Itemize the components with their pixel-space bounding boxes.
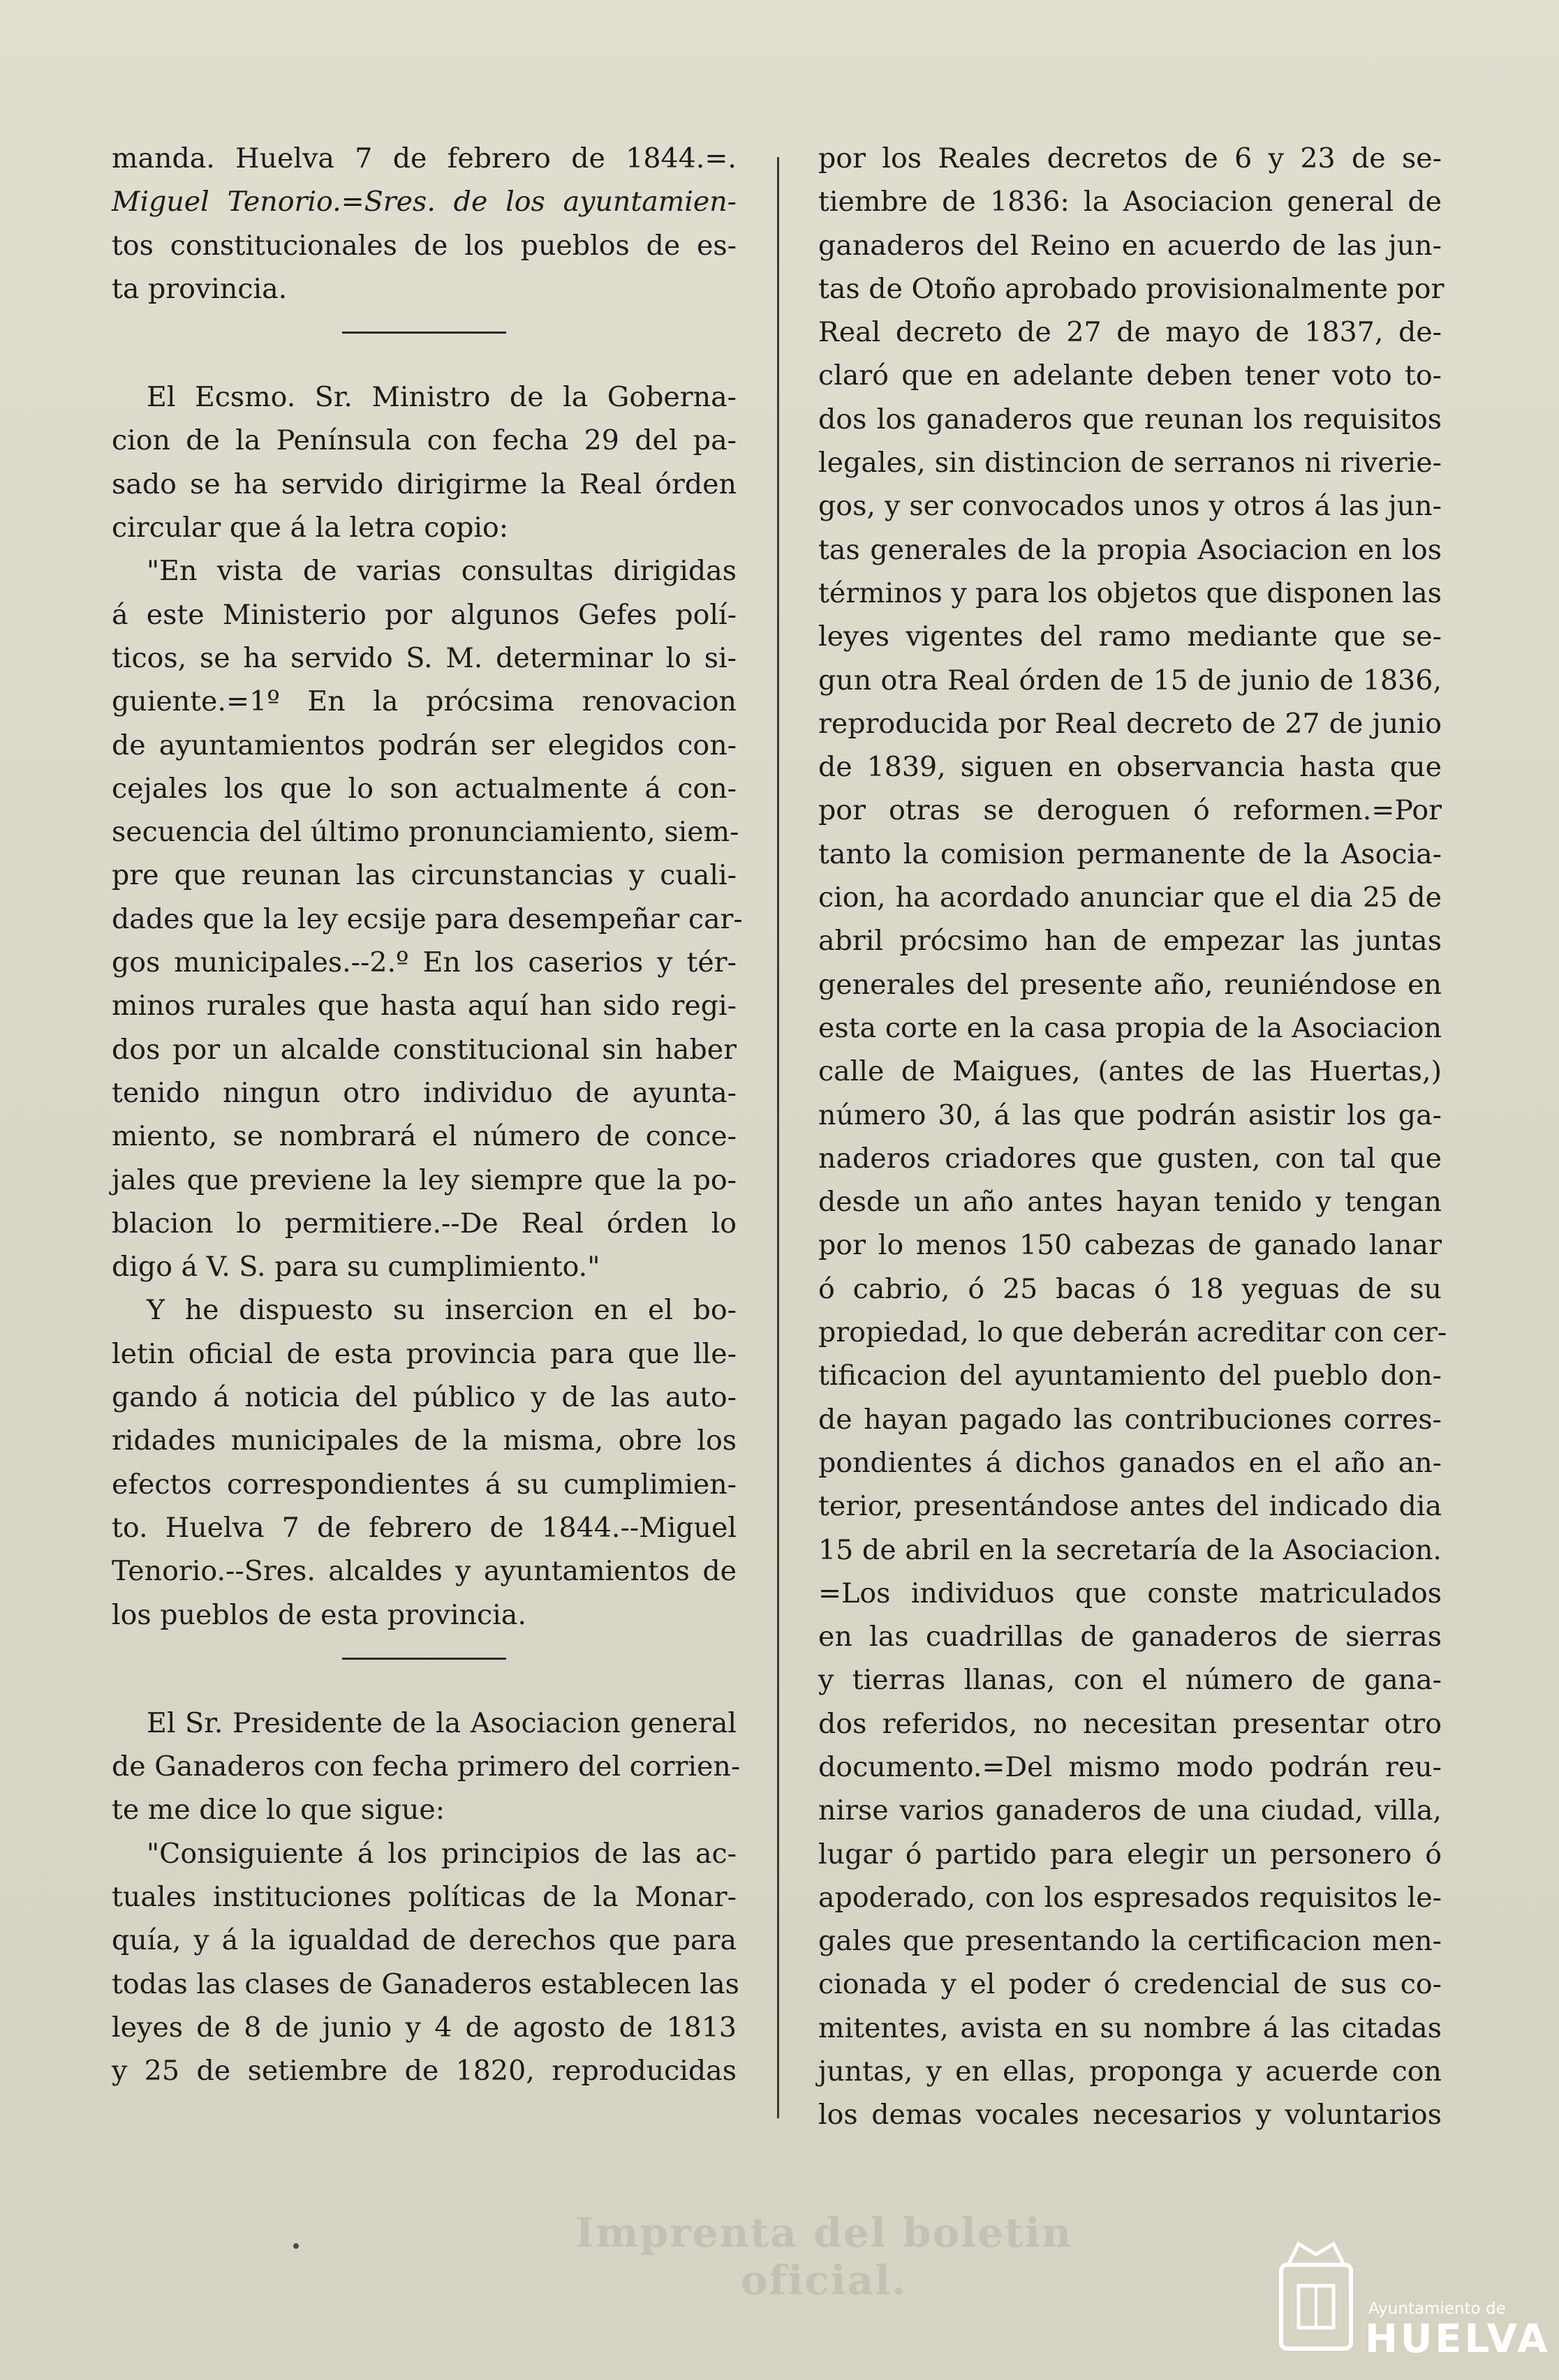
text-line: naderos criadores que gusten, con tal que [818, 1142, 1442, 1175]
text-line: de hayan pagado las contribuciones corres- [818, 1403, 1442, 1436]
text-line: 15 de abril en la secretaría de la Asociacion. [818, 1533, 1442, 1566]
text-line: guiente.=1º En la prócsima renovacion [112, 685, 737, 718]
text-line: secuencia del último pronunciamiento, siem- [112, 816, 739, 849]
text-line: generales del presente año, reuniéndose en [818, 968, 1442, 1001]
text-line: El Ecsmo. Sr. Ministro de la Goberna- [147, 381, 737, 414]
text-line: ta provincia. [112, 272, 288, 305]
text-line: Tenorio.--Sres. alcaldes y ayuntamientos de [112, 1555, 737, 1588]
text-line: gales que presentando la certificacion men- [818, 1925, 1442, 1958]
text-line: tas de Otoño aprobado provisionalmente por [818, 272, 1445, 305]
text-line: tuales instituciones políticas de la Monar- [112, 1880, 737, 1913]
text-line: á este Ministerio por algunos Gefes polí- [112, 598, 737, 631]
text-line: te me dice lo que sigue: [112, 1794, 445, 1827]
text-line: efectos correspondientes á su cumplimien- [112, 1468, 737, 1501]
logo-wordmark: HUELVA [1365, 2316, 1551, 2362]
text-line: juntas, y en ellas, proponga y acuerde con [818, 2055, 1442, 2088]
text-line: calle de Maigues, (antes de las Huertas,) [818, 1055, 1442, 1088]
text-line: gun otra Real órden de 15 de junio de 1836, [818, 664, 1442, 697]
text-line: legales, sin distincion de serranos ni riverie- [818, 447, 1442, 479]
text-line: sado se ha servido dirigirme la Real órden [112, 468, 737, 500]
text-line: jales que previene la ley siempre que la po- [112, 1163, 737, 1196]
text-line: por los Reales decretos de 6 y 23 de se- [818, 142, 1442, 174]
text-line: nirse varios ganaderos de una ciudad, villa, [818, 1794, 1442, 1827]
huelva-logo [1271, 2237, 1551, 2363]
text-line: tos constitucionales de los pueblos de es- [112, 229, 737, 262]
text-line: reproducida por Real decreto de 27 de junio [818, 707, 1442, 740]
text-line: to. Huelva 7 de febrero de 1844.--Miguel [112, 1511, 737, 1544]
logo-caption: Ayuntamiento de [1368, 2300, 1506, 2318]
text-line: por lo menos 150 cabezas de ganado lanar [818, 1229, 1442, 1262]
left-column [112, 137, 743, 2092]
text-line: dos los ganaderos que reunan los requisitos [818, 403, 1442, 436]
text-line: "Consiguiente á los principios de las ac- [147, 1837, 737, 1870]
text-line: dades que la ley ecsije para desempeñar car- [112, 902, 743, 935]
text-line: lugar ó partido para elegir un personero ó [818, 1838, 1442, 1870]
text-line: y 25 de setiembre de 1820, reproducidas [112, 2055, 737, 2088]
text-line: ó cabrio, ó 25 bacas ó 18 yeguas de su [818, 1272, 1442, 1305]
text-line: gando á noticia del público y de las auto- [112, 1381, 737, 1414]
text-line: letin oficial de esta provincia para que lle- [112, 1337, 737, 1370]
imprint-line: Imprenta del boletin oficial. [575, 2209, 1073, 2304]
text-line: esta corte en la casa propia de la Asociacion [818, 1011, 1442, 1044]
text-line: leyes vigentes del ramo mediante que se- [818, 620, 1442, 653]
text-line: los pueblos de esta provincia. [112, 1598, 526, 1631]
column-divider [777, 157, 779, 2118]
text-line: digo á V. S. para su cumplimiento." [112, 1251, 600, 1284]
text-line: y tierras llanas, con el número de gana- [818, 1664, 1442, 1697]
text-line: =Los individuos que conste matriculados [818, 1577, 1442, 1609]
text-line: Y he dispuesto su insercion en el bo- [147, 1294, 737, 1327]
text-line: cion de la Península con fecha 29 del pa- [112, 424, 737, 457]
right-column [818, 137, 1447, 2137]
text-line: cionada y el poder ó credencial de sus co- [818, 1968, 1442, 2001]
text-line: "En vista de varias consultas dirigidas [147, 555, 737, 588]
section-divider [342, 332, 506, 334]
text-line: cion, ha acordado anunciar que el dia 25 de [818, 882, 1442, 914]
text-line: de 1839, siguen en observancia hasta que [818, 751, 1442, 784]
text-line: pondientes á dichos ganados en el año an- [818, 1446, 1442, 1479]
text-line: número 30, á las que podrán asistir los ga- [818, 1099, 1442, 1131]
text-line: propiedad, lo que deberán acreditar con cer- [818, 1316, 1447, 1349]
text-line: tanto la comision permanente de la Asocia- [818, 838, 1442, 870]
text-line: ganaderos del Reino en acuerdo de las jun- [818, 229, 1442, 262]
text-line: abril prócsimo han de empezar las juntas [818, 925, 1442, 958]
text-line: leyes de 8 de junio y 4 de agosto de 1813 [112, 2011, 737, 2044]
text-line: El Sr. Presidente de la Asociacion general [147, 1706, 737, 1739]
text-line: por otras se deroguen ó reformen.=Por [818, 794, 1442, 827]
text-line: todas las clases de Ganaderos establecen las [112, 1968, 739, 2000]
ink-dot [293, 2243, 299, 2249]
text-line: pre que reunan las circunstancias y cuali- [112, 859, 737, 892]
crest-icon [1271, 2237, 1361, 2363]
paragraph-closing [112, 137, 737, 311]
text-line: ticos, se ha servido S. M. determinar lo si- [112, 641, 737, 674]
section-divider [342, 1658, 506, 1660]
text-line: de ayuntamientos podrán ser elegidos con- [112, 729, 737, 761]
text-line: miento, se nombrará el número de conce- [112, 1120, 737, 1153]
text-line: Real decreto de 27 de mayo de 1837, de- [818, 316, 1442, 349]
text-line: los demas vocales necesarios y voluntarios [818, 2099, 1442, 2132]
text-line: tificacion del ayuntamiento del pueblo don- [818, 1360, 1442, 1392]
text-line: tenido ningun otro individuo de ayunta- [112, 1076, 737, 1109]
text-line: cejales los que lo son actualmente á con- [112, 772, 737, 805]
text-line: de Ganaderos con fecha primero del corrien- [112, 1750, 741, 1783]
text-line: manda. Huelva 7 de febrero de 1844.=. [112, 142, 737, 174]
text-line: minos rurales que hasta aquí han sido regi- [112, 990, 737, 1022]
text-line: ridades municipales de la misma, obre los [112, 1425, 737, 1457]
text-line: en las cuadrillas de ganaderos de sierras [818, 1621, 1442, 1653]
text-line: blacion lo permitiere.--De Real órden lo [112, 1207, 737, 1240]
text-line: circular que á la letra copio: [112, 512, 509, 544]
text-line: apoderado, con los espresados requisitos le- [818, 1881, 1442, 1914]
text-line: quía, y á la igualdad de derechos que para [112, 1924, 737, 1957]
text-line: tas generales de la propia Asociacion en los [818, 533, 1442, 566]
paragraph-ganaderos [112, 1702, 741, 2093]
text-line: dos referidos, no necesitan presentar otro [818, 1707, 1442, 1740]
paragraph-ministry-order [112, 375, 743, 1637]
text-line: términos y para los objetos que disponen las [818, 577, 1442, 609]
text-line: claró que en adelante deben tener voto to- [818, 359, 1442, 392]
text-line: terior, presentándose antes del indicado dia [818, 1490, 1442, 1523]
text-line: tiembre de 1836: la Asociacion general de [818, 186, 1442, 218]
text-line: mitentes, avista en su nombre á las citadas [818, 2011, 1442, 2044]
text-line: gos municipales.--2.º En los caserios y tér- [112, 946, 737, 979]
text-line: desde un año antes hayan tenido y tengan [818, 1186, 1442, 1219]
text-line: dos por un alcalde constitucional sin haber [112, 1033, 737, 1066]
text-line: gos, y ser convocados unos y otros á las jun- [818, 490, 1442, 523]
text-line: Miguel Tenorio.=Sres. de los ayuntamien- [112, 186, 737, 218]
text-line: documento.=Del mismo modo podrán reu- [818, 1750, 1442, 1783]
